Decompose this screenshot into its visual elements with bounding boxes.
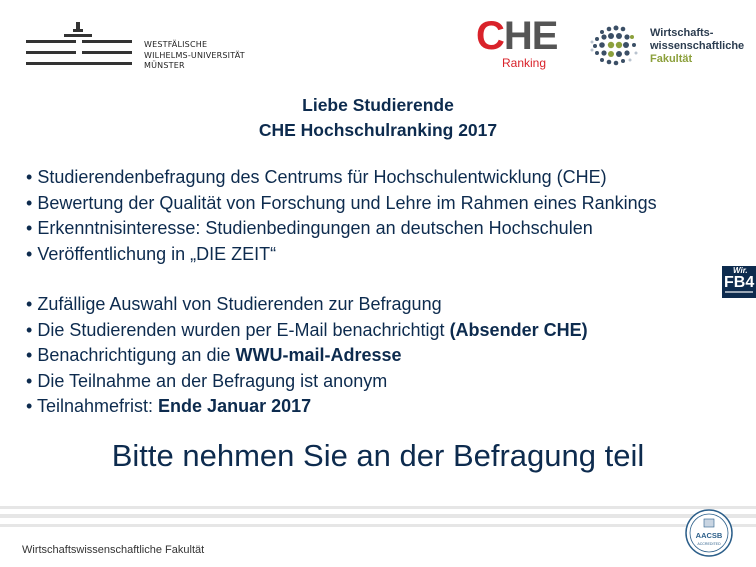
bullet-text: Bewertung der Qualität von Forschung und Lehre im Rahmen eines Rankings (37, 192, 657, 213)
fb4-badge-top: Wir. (733, 266, 748, 275)
list-item (26, 318, 741, 344)
wwu-line: WESTFÄLISCHE (144, 40, 208, 49)
list-item (26, 216, 741, 242)
faculty-globe-icon (588, 22, 642, 70)
che-wordmark (476, 14, 557, 59)
che-letters: HE (503, 14, 558, 58)
list-item (26, 369, 741, 395)
fb4-badge-rule (725, 291, 753, 293)
wwu-name (144, 40, 245, 72)
fb4-badge (722, 266, 756, 298)
title-greeting: Liebe Studierende (302, 95, 454, 115)
fb4-badge-label: FB4 (724, 274, 755, 291)
faculty-name (650, 27, 744, 66)
bullet-text: Veröffentlichung in „DIE ZEIT“ (37, 243, 277, 264)
bullet-bold-text: WWU-mail-Adresse (235, 345, 402, 365)
bullet-text: Benachrichtigung an die (37, 345, 236, 365)
bullet-text: Zufällige Auswahl von Studierenden zur Befragung (37, 294, 442, 314)
list-item (26, 242, 741, 268)
bullet-icon: • (26, 192, 33, 213)
bullet-icon: • (26, 396, 33, 416)
bullet-text: Teilnahmefrist: (37, 396, 159, 416)
bullet-icon: • (26, 294, 33, 314)
title-ranking: CHE Hochschulranking 2017 (258, 120, 498, 140)
footer-stripe (0, 524, 756, 527)
wwu-line: WILHELMS-UNIVERSITÄT (144, 50, 245, 60)
bullet-icon: • (26, 319, 33, 340)
faculty-line: wissenschaftliche (650, 40, 745, 52)
list-item (26, 394, 741, 420)
aacsb-sub: ACCREDITED (697, 542, 721, 546)
bullet-bold-text: Ende Januar 2017 (158, 396, 312, 416)
bullet-icon: • (26, 370, 33, 391)
bullet-text: Die Studierenden wurden per E-Mail benachrichtigt (37, 319, 450, 340)
list-item (26, 191, 741, 217)
footer-faculty-name: Wirtschaftswissenschaftliche Fakultät (22, 544, 205, 556)
che-letter-c: C (476, 14, 504, 58)
bullet-text: Studierendenbefragung des Centrums für Hochschulentwicklung (CHE) (37, 167, 607, 187)
footer-stripe (0, 514, 756, 518)
wwu-line: MÜNSTER (144, 61, 185, 70)
aacsb-seal-icon (685, 509, 733, 557)
faculty-line: Wirtschafts- (650, 27, 714, 39)
che-ranking-logo (476, 14, 558, 72)
bullet-icon: • (26, 218, 33, 238)
bullet-icon: • (26, 167, 33, 187)
list-item (26, 165, 741, 191)
aacsb-name: AACSB (695, 531, 723, 540)
list-item (26, 343, 741, 369)
list-item (26, 292, 741, 318)
bullet-icon: • (26, 243, 33, 264)
bullet-bold-text: (Absender CHE) (449, 319, 588, 340)
faculty-line: Fakultät (650, 53, 693, 65)
bullet-icon: • (26, 345, 33, 365)
call-to-action: Bitte nehmen Sie an der Befragung teil (111, 438, 645, 473)
footer-stripe (0, 506, 756, 509)
che-ranking-label: Ranking (502, 56, 547, 70)
bullet-text: Die Teilnahme an der Befragung ist anonym (37, 370, 388, 391)
bullet-text: Erkenntnisinteresse: Studienbedingungen an deutschen Hochschulen (37, 218, 593, 238)
bullet-list (26, 165, 741, 420)
list-spacer (26, 267, 741, 292)
